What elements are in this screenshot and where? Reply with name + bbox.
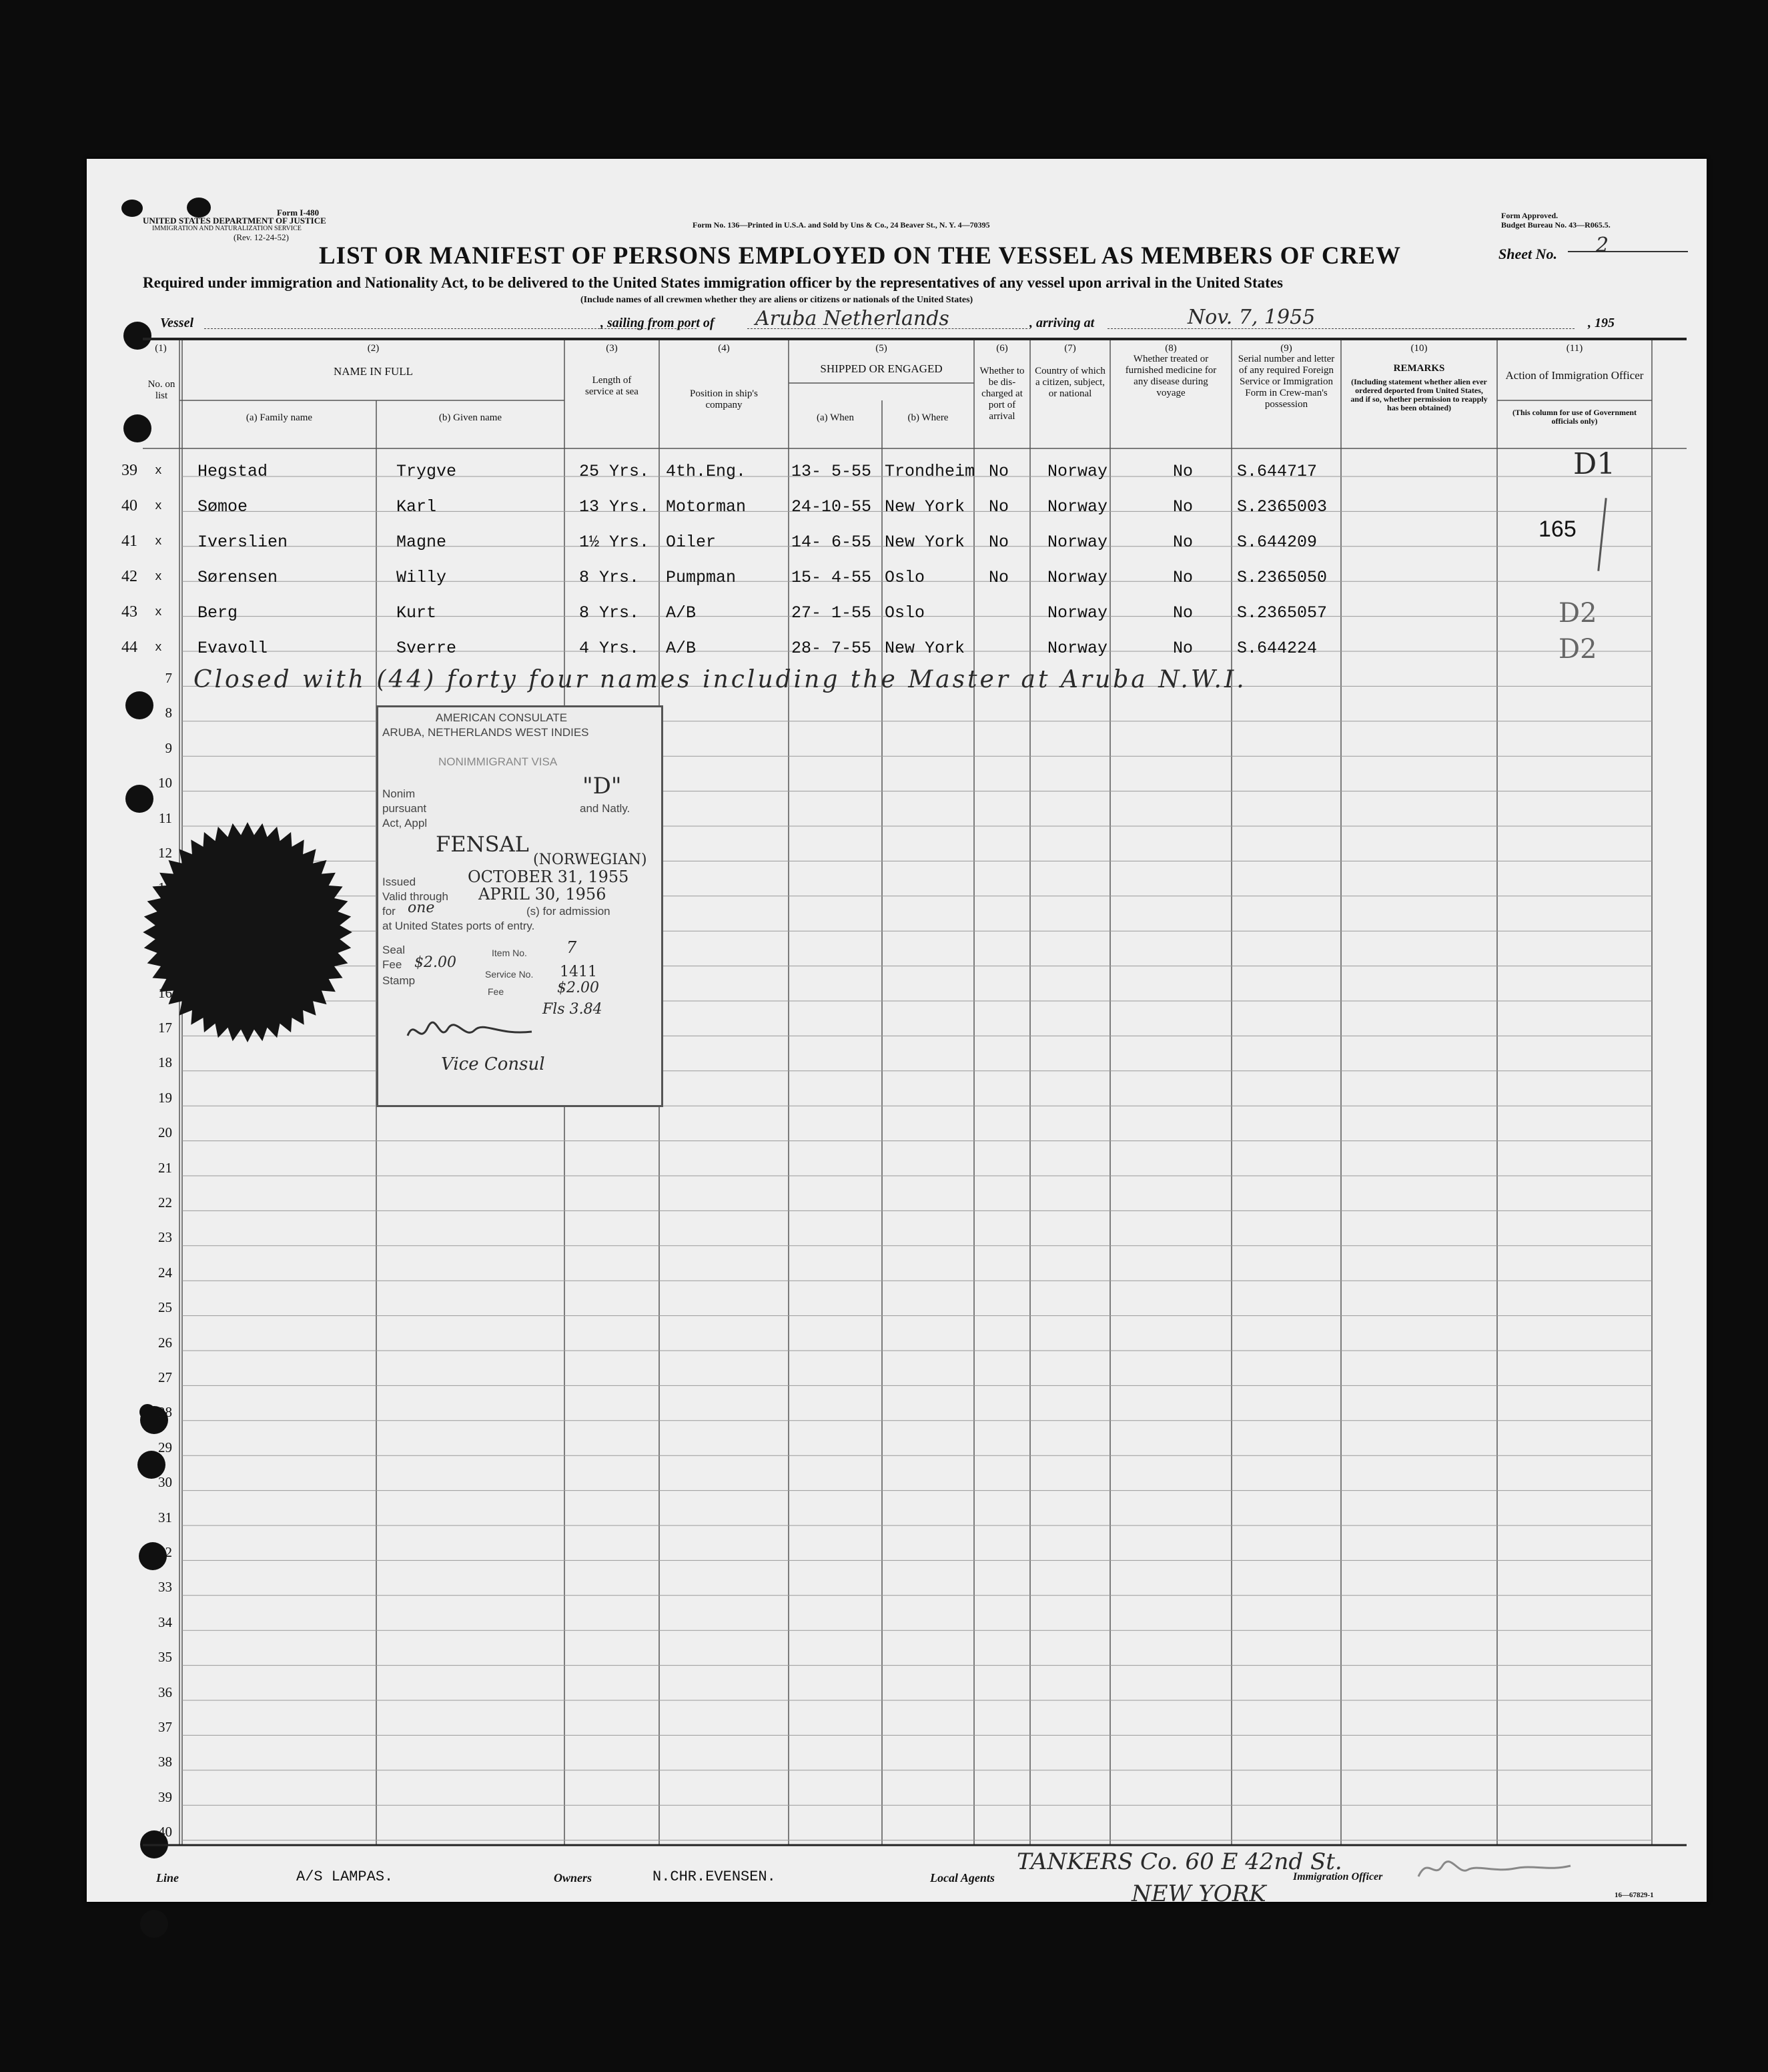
crew-when: 14- 6-55 [791, 533, 872, 552]
crew-where: Trondheim [885, 462, 975, 481]
year-label: , 195 [1588, 316, 1615, 330]
punch-hole [140, 1910, 168, 1938]
col9-number: (9) [1280, 343, 1292, 354]
crew-country: Norway [1047, 497, 1108, 516]
crew-serial: S.2365057 [1237, 603, 1328, 623]
col11-note: (This column for use of Government officials only) [1512, 408, 1637, 426]
crew-where: Oslo [885, 568, 925, 587]
crew-given: Sverre [396, 639, 457, 658]
crew-given: Trygve [396, 462, 457, 481]
consul-signature [405, 1016, 538, 1049]
col1-header: No. on list [147, 379, 175, 401]
sailing-port: Aruba Netherlands [755, 307, 949, 330]
crew-medicine: No [1173, 533, 1194, 552]
stamp-natlty: and Natly. [580, 802, 630, 815]
closing-note: Closed with (44) forty four names including the Master at Aruba N.W.I. [193, 666, 1247, 693]
col6-number: (6) [996, 343, 1008, 354]
crew-when: 24-10-55 [791, 497, 872, 516]
crew-serial: S.2365003 [1237, 497, 1328, 516]
crew-no: 42 [121, 568, 137, 585]
printer-note: Form No. 136—Printed in U.S.A. and Sold by Uns & Co., 24 Beaver St., N. Y. 4—70395 [693, 220, 990, 230]
stamp-valid-date: APRIL 30, 1956 [478, 885, 606, 904]
crew-where: New York [885, 639, 965, 658]
crew-medicine: No [1173, 497, 1194, 516]
row-number: 19 [158, 1089, 172, 1106]
col2a-header: (a) Family name [246, 412, 313, 423]
crew-when: 27- 1-55 [791, 603, 872, 623]
stamp-consulate: AMERICAN CONSULATE [436, 711, 568, 724]
crew-position: Oiler [666, 533, 717, 552]
row-number: 17 [158, 1020, 172, 1036]
row-number: 37 [158, 1719, 172, 1735]
row-number: 35 [158, 1649, 172, 1666]
stamp-issued-date: OCTOBER 31, 1955 [468, 868, 629, 886]
row-number: 30 [158, 1474, 172, 1491]
form-id: Form I-480 [277, 208, 320, 218]
crew-given: Magne [396, 533, 447, 552]
row-number: 27 [158, 1369, 172, 1385]
crew-no: 43 [121, 603, 137, 621]
stamp-fls-value: Fls 3.84 [542, 1001, 602, 1018]
col10-note: (Including statement whether alien ever ordered deported from United States, and if so, whether permission to reapply has been obtained) [1350, 377, 1488, 412]
form-approved: Form Approved. [1501, 211, 1559, 220]
crew-no: 41 [121, 533, 137, 550]
crew-mark: x [155, 464, 162, 478]
stamp-nonim: Nonim [382, 787, 416, 800]
officer-mark-d2: D2 [1559, 598, 1597, 629]
stamp-vessel-name: FENSAL [436, 831, 529, 857]
col1-number: (1) [155, 343, 167, 354]
row-number: 38 [158, 1754, 172, 1770]
row-number: 7 [165, 670, 172, 686]
footer-agents-city: NEW YORK [1132, 1880, 1266, 1907]
crew-discharged: No [989, 497, 1009, 516]
stamp-visa-type: NONIMMIGRANT VISA [438, 755, 558, 768]
footer-officer-label: Immigration Officer [1293, 1871, 1383, 1882]
crew-country: Norway [1047, 639, 1108, 658]
stamp-nationality: (NORWEGIAN) [533, 851, 647, 868]
crew-no: 39 [121, 462, 137, 479]
crew-discharged: No [989, 568, 1009, 587]
col5-header: SHIPPED OR ENGAGED [820, 362, 943, 375]
crew-serial: S.2365050 [1237, 568, 1328, 587]
officer-count: 165 [1538, 516, 1577, 542]
col7-header: Country of which a citizen, subject, or national [1035, 366, 1106, 399]
crew-mark: x [155, 641, 162, 655]
footer-code: 16—67829-1 [1615, 1891, 1654, 1899]
service: IMMIGRATION AND NATURALIZATION SERVICE [152, 225, 302, 232]
row-number: 29 [158, 1439, 172, 1455]
crew-position: Motorman [666, 497, 747, 516]
stamp-fee2-label: Fee [488, 986, 504, 997]
stamp-act: Act, Appl [382, 817, 428, 829]
crew-when: 13- 5-55 [791, 462, 872, 481]
crew-medicine: No [1173, 462, 1194, 481]
stamp-stamp-label: Stamp [382, 974, 416, 987]
col5-number: (5) [875, 343, 887, 354]
col4-number: (4) [718, 343, 730, 354]
crew-country: Norway [1047, 533, 1108, 552]
row-number: 20 [158, 1124, 172, 1141]
crew-no: 44 [121, 639, 137, 656]
col11-header: Action of Immigration Officer [1505, 369, 1644, 382]
row-number: 21 [158, 1159, 172, 1176]
col2-header: NAME IN FULL [334, 365, 413, 378]
crew-family: Iverslien [197, 533, 288, 552]
include-note: (Include names of all crewmen whether they are aliens or citizens or nationals of the United States) [580, 295, 973, 305]
officer-mark-d1: D1 [1573, 447, 1616, 481]
sailing-label: , sailing from port of [600, 316, 715, 330]
col4-header: Position in ship's company [690, 388, 758, 410]
crew-position: Pumpman [666, 568, 737, 587]
stamp-vice-consul: Vice Consul [441, 1054, 545, 1074]
sheet-label: Sheet No. [1498, 246, 1557, 262]
crew-serial: S.644209 [1237, 533, 1318, 552]
crew-country: Norway [1047, 603, 1108, 623]
crew-no: 40 [121, 497, 137, 514]
crew-when: 15- 4-55 [791, 568, 872, 587]
stamp-fee-value: $2.00 [414, 954, 456, 971]
footer-agents-label: Local Agents [930, 1871, 995, 1884]
officer-mark-d2: D2 [1559, 634, 1597, 665]
consulate-visa-stamp [376, 705, 663, 1107]
footer-owners-value: N.CHR.EVENSEN. [652, 1868, 776, 1885]
stamp-for-value: one [408, 900, 435, 916]
row-number: 18 [158, 1054, 172, 1071]
stamp-admission: (s) for admission [526, 905, 610, 918]
row-number: 12 [158, 845, 172, 861]
budget-bureau: Budget Bureau No. 43—R065.5. [1501, 220, 1611, 230]
form-subtitle: Required under immigration and Nationality Act, to be delivered to the United States immigration officer by the representatives of any vessel upon arrival in the United States [143, 274, 1283, 291]
row-number: 40 [158, 1824, 172, 1840]
crew-serial: S.644717 [1237, 462, 1318, 481]
col8-number: (8) [1165, 343, 1177, 354]
col10-number: (10) [1410, 343, 1428, 354]
row-number: 9 [165, 739, 172, 756]
col2-number: (2) [367, 343, 380, 354]
col9-header: Serial number and letter of any required Foreign Service or Immigration Form in Crew-man's possession [1238, 354, 1335, 410]
col10-header: REMARKS [1393, 363, 1445, 374]
row-number: 11 [158, 809, 172, 826]
row-number: 32 [158, 1544, 172, 1560]
sheet-number: 2 [1596, 234, 1609, 257]
crew-where: New York [885, 497, 965, 516]
crew-service: 4 Yrs. [579, 639, 640, 658]
crew-position: A/B [666, 639, 697, 658]
stamp-fee-label: Fee [382, 958, 402, 971]
col2b-header: (b) Given name [438, 412, 502, 423]
row-number: 34 [158, 1614, 172, 1630]
crew-where: Oslo [885, 603, 925, 623]
stamp-issued-label: Issued [382, 876, 416, 888]
crew-discharged: No [989, 533, 1009, 552]
row-number: 39 [158, 1788, 172, 1805]
crew-serial: S.644224 [1237, 639, 1318, 658]
col5a-header: (a) When [817, 412, 854, 423]
col6-header: Whether to be dis-charged at port of arrival [979, 366, 1025, 422]
stamp-item-value: 7 [566, 938, 577, 957]
row-number: 28 [158, 1404, 172, 1421]
row-number: 36 [158, 1684, 172, 1700]
crew-country: Norway [1047, 462, 1108, 481]
stamp-seal: Seal [382, 944, 406, 956]
crew-when: 28- 7-55 [791, 639, 872, 658]
crew-mark: x [155, 500, 162, 513]
row-number: 24 [158, 1264, 172, 1281]
row-number: 31 [158, 1509, 172, 1525]
col11-number: (11) [1566, 343, 1583, 354]
row-number: 25 [158, 1299, 172, 1316]
crew-position: A/B [666, 603, 697, 623]
crew-medicine: No [1173, 568, 1194, 587]
manifest-page [87, 159, 1707, 1907]
crew-where: New York [885, 533, 965, 552]
crew-medicine: No [1173, 639, 1194, 658]
crew-given: Willy [396, 568, 447, 587]
crew-given: Karl [396, 497, 437, 516]
crew-service: 8 Yrs. [579, 568, 640, 587]
crew-service: 13 Yrs. [579, 497, 650, 516]
crew-family: Sørensen [197, 568, 278, 587]
crew-position: 4th.Eng. [666, 462, 747, 481]
row-number: 26 [158, 1334, 172, 1351]
stamp-item-label: Item No. [492, 948, 527, 958]
crew-service: 25 Yrs. [579, 462, 650, 481]
stamp-pursuant: pursuant [382, 802, 427, 815]
stamp-service-value: 1411 [560, 964, 597, 980]
stamp-location: ARUBA, NETHERLANDS WEST INDIES [382, 726, 589, 739]
row-number: 33 [158, 1579, 172, 1596]
stamp-valid-label: Valid through [382, 890, 448, 903]
stamp-ports: at United States ports of entry. [382, 920, 535, 932]
row-number: 23 [158, 1229, 172, 1246]
crew-medicine: No [1173, 603, 1194, 623]
crew-mark: x [155, 606, 162, 619]
form-title: LIST OR MANIFEST OF PERSONS EMPLOYED ON THE VESSEL AS MEMBERS OF CREW [319, 242, 1401, 270]
footer-line-label: Line [156, 1871, 179, 1884]
vessel-label: Vessel [160, 316, 193, 330]
official-seal [137, 815, 358, 1049]
footer-line-value: A/S LAMPAS. [296, 1868, 394, 1885]
arriving-label: , arriving at [1029, 316, 1095, 330]
agency: UNITED STATES DEPARTMENT OF JUSTICE [143, 216, 326, 226]
row-number: 22 [158, 1194, 172, 1211]
crew-given: Kurt [396, 603, 437, 623]
crew-family: Evavoll [197, 639, 268, 658]
stamp-class: "D" [582, 773, 622, 799]
col5b-header: (b) Where [907, 412, 949, 423]
crew-mark: x [155, 571, 162, 584]
arrival-date: Nov. 7, 1955 [1188, 306, 1316, 329]
footer-owners-label: Owners [554, 1871, 592, 1884]
crew-family: Hegstad [197, 462, 268, 481]
row-number: 10 [158, 775, 172, 791]
crew-service: 8 Yrs. [579, 603, 640, 623]
col8-header: Whether treated or furnished medicine for any disease during voyage [1125, 354, 1217, 398]
crew-discharged: No [989, 462, 1009, 481]
col3-header: Length of service at sea [585, 375, 638, 397]
footer-agents-value: TANKERS Co. 60 E 42nd St. [1017, 1848, 1342, 1875]
officer-signature [1414, 1852, 1575, 1886]
col7-number: (7) [1064, 343, 1076, 354]
stamp-for-label: for [382, 905, 396, 918]
crew-family: Sømoe [197, 497, 248, 516]
row-number: 8 [165, 705, 172, 721]
crew-country: Norway [1047, 568, 1108, 587]
form-rev: (Rev. 12-24-52) [234, 232, 289, 242]
crew-mark: x [155, 535, 162, 549]
col3-number: (3) [606, 343, 618, 354]
crew-family: Berg [197, 603, 238, 623]
stamp-service-label: Service No. [485, 969, 534, 980]
row-number: 16 [158, 984, 172, 1001]
stamp-fee2-value: $2.00 [557, 980, 599, 996]
crew-service: 1½ Yrs. [579, 533, 650, 552]
